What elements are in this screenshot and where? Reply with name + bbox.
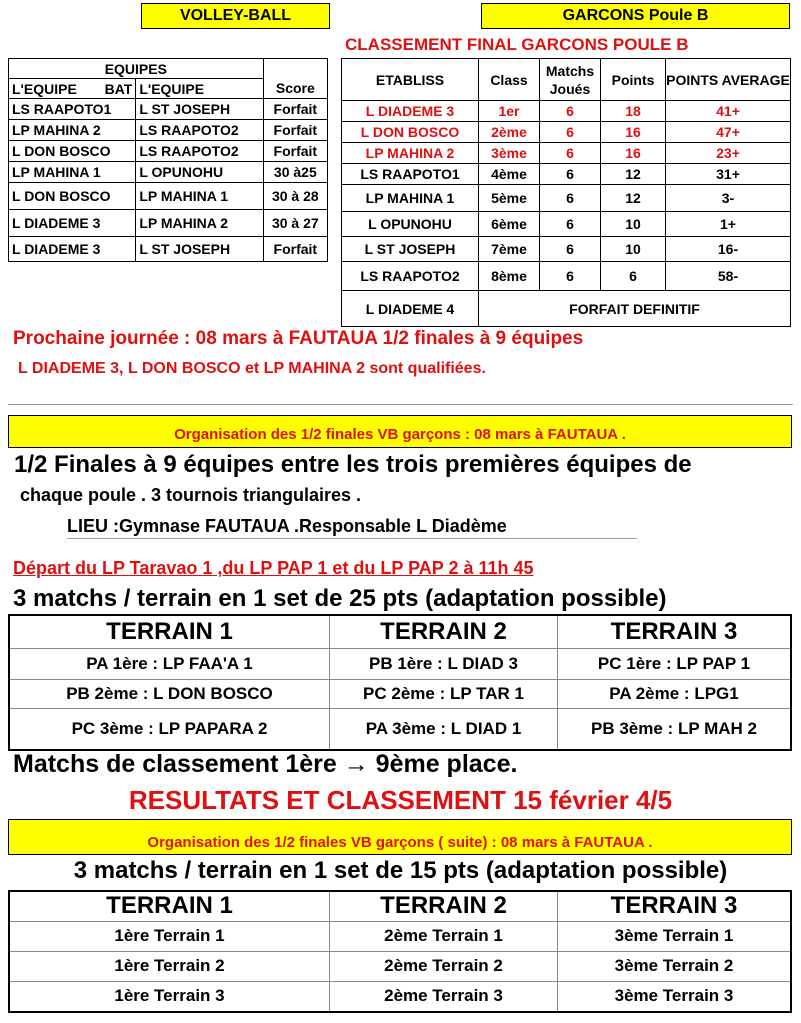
ranking-cell-class: 7ème xyxy=(479,237,540,262)
ranking-cell-avg: 1+ xyxy=(666,212,791,237)
terrain-1-header: TERRAIN 1 xyxy=(9,615,330,648)
matchs-line-2: 3 matchs / terrain en 1 set de 15 pts (adaptation possible) xyxy=(73,857,728,884)
ranking-cell-team: LS RAAPOTO2 xyxy=(342,262,479,291)
ranking-cell-points: 16 xyxy=(601,122,666,143)
ranking-cell-points: 6 xyxy=(601,262,666,291)
ranking-cell-avg: 47+ xyxy=(666,122,791,143)
ranking-cell-class: 2ème xyxy=(479,122,540,143)
ranking-cell-matchs: 6 xyxy=(540,143,601,164)
results-table xyxy=(8,58,328,262)
matchs-line-1: 3 matchs / terrain en 1 set de 25 pts (adaptation possible) xyxy=(13,585,667,612)
header-average: POINTS AVERAGE xyxy=(666,59,791,101)
table-row: LP MAHINA 1 L OPUNOHU 30 à25 xyxy=(9,162,328,183)
ranking-cell-avg: 31+ xyxy=(666,164,791,185)
ranking-cell-team: L DIADEME 3 xyxy=(342,101,479,122)
header-points: Points xyxy=(601,59,666,101)
equipes-header: EQUIPES xyxy=(9,59,264,79)
ranking-row xyxy=(342,212,791,237)
separator xyxy=(8,404,793,405)
terrain-1-header: TERRAIN 1 xyxy=(9,891,330,921)
table-row: 1ère Terrain 1 2ème Terrain 1 3ème Terrain 1 xyxy=(9,921,791,951)
resultats-title: RESULTATS ET CLASSEMENT 15 février 4/5 xyxy=(128,785,673,815)
table-row: LP MAHINA 2 LS RAAPOTO2 Forfait xyxy=(9,120,328,141)
ranking-cell-matchs: 6 xyxy=(540,237,601,262)
ranking-cell-points: 10 xyxy=(601,237,666,262)
ranking-cell-matchs: 6 xyxy=(540,185,601,212)
ranking-cell-matchs: 6 xyxy=(540,262,601,291)
org-banner-1: Organisation des 1/2 finales VB garçons : 08 mars à FAUTAUA . xyxy=(8,415,792,448)
table-row: LS RAAPOTO1 L ST JOSEPH Forfait xyxy=(9,99,328,120)
col-equipe-b: L'EQUIPE xyxy=(136,79,263,99)
ranking-cell-points: 10 xyxy=(601,212,666,237)
table-row: L DIADEME 3 LP MAHINA 2 30 à 27 xyxy=(9,210,328,237)
ranking-cell-avg: 3- xyxy=(666,185,791,212)
table-row: L DIADEME 3 L ST JOSEPH Forfait xyxy=(9,237,328,262)
ranking-cell-class: 8ème xyxy=(479,262,540,291)
ranking-cell-points: 12 xyxy=(601,164,666,185)
ranking-cell-team: L OPUNOHU xyxy=(342,212,479,237)
semifinal-line-1: 1/2 Finales à 9 équipes entre les trois premières équipes de xyxy=(14,451,692,478)
ranking-row xyxy=(342,237,791,262)
ranking-cell-avg: 41+ xyxy=(666,101,791,122)
ranking-cell-matchs: 6 xyxy=(540,212,601,237)
ranking-row xyxy=(342,143,791,164)
table-row: 1ère Terrain 3 2ème Terrain 3 3ème Terrain 3 xyxy=(9,981,791,1012)
header-etabliss: ETABLISS xyxy=(342,59,479,101)
ranking-row xyxy=(342,185,791,212)
ranking-cell-avg: 58- xyxy=(666,262,791,291)
ranking-cell-matchs: 6 xyxy=(540,101,601,122)
location-underline xyxy=(67,538,637,539)
ranking-cell-class: 3ème xyxy=(479,143,540,164)
col-score: Score xyxy=(263,79,327,99)
ranking-cell-team: L DON BOSCO xyxy=(342,122,479,143)
classement-line: Matchs de classement 1ère → 9ème place. xyxy=(13,750,518,778)
forfait-team: L DIADEME 4 xyxy=(342,291,479,327)
ranking-cell-team: LS RAAPOTO1 xyxy=(342,164,479,185)
ranking-cell-class: 4ème xyxy=(479,164,540,185)
terrain-2-header: TERRAIN 2 xyxy=(330,891,558,921)
ranking-cell-matchs: 6 xyxy=(540,164,601,185)
forfait-text: FORFAIT DEFINITIF xyxy=(479,291,791,327)
header-class: Class xyxy=(479,59,540,101)
ranking-cell-class: 5ème xyxy=(479,185,540,212)
ranking-cell-points: 12 xyxy=(601,185,666,212)
ranking-cell-points: 16 xyxy=(601,143,666,164)
terrain-3-header: TERRAIN 3 xyxy=(558,615,792,648)
ranking-cell-avg: 16- xyxy=(666,237,791,262)
ranking-cell-team: LP MAHINA 2 xyxy=(342,143,479,164)
ranking-table xyxy=(341,58,791,327)
terrain-table-1 xyxy=(8,614,792,751)
header-matchs: Matchs Joués xyxy=(540,59,601,101)
ranking-row xyxy=(342,101,791,122)
table-row: L DON BOSCO LS RAAPOTO2 Forfait xyxy=(9,141,328,162)
terrain-table-2 xyxy=(8,890,792,1013)
ranking-cell-team: LP MAHINA 1 xyxy=(342,185,479,212)
semifinal-line-2: chaque poule . 3 tournois triangulaires . xyxy=(20,485,362,505)
next-day-line: Prochaine journée : 08 mars à FAUTAUA 1/2 finales à 9 équipes xyxy=(13,328,584,349)
ranking-row xyxy=(342,122,791,143)
table-row: PB 2ème : L DON BOSCO PC 2ème : LP TAR 1 PA 2ème : LPG1 xyxy=(9,679,791,708)
volleyball-title: VOLLEY-BALL xyxy=(141,3,330,29)
table-row: PC 3ème : LP PAPARA 2 PA 3ème : L DIAD 1 PB 3ème : LP MAH 2 xyxy=(9,708,791,750)
ranking-cell-class: 6ème xyxy=(479,212,540,237)
ranking-cell-matchs: 6 xyxy=(540,122,601,143)
departure-line: Départ du LP Taravao 1 ,du LP PAP 1 et du LP PAP 2 à 11h 45 xyxy=(13,558,534,578)
location-line: LIEU :Gymnase FAUTAUA .Responsable L Diadème xyxy=(67,516,507,536)
org-banner-2: Organisation des 1/2 finales VB garçons ( suite) : 08 mars à FAUTAUA . xyxy=(8,819,792,855)
ranking-row xyxy=(342,262,791,291)
ranking-cell-points: 18 xyxy=(601,101,666,122)
ranking-title: CLASSEMENT FINAL GARCONS POULE B xyxy=(345,35,689,54)
poule-title: GARCONS Poule B xyxy=(481,3,790,29)
ranking-cell-team: L ST JOSEPH xyxy=(342,237,479,262)
table-row: L DON BOSCO LP MAHINA 1 30 à 28 xyxy=(9,183,328,210)
terrain-3-header: TERRAIN 3 xyxy=(558,891,792,921)
col-equipe-a: L'EQUIPE BAT xyxy=(9,79,136,99)
ranking-cell-avg: 23+ xyxy=(666,143,791,164)
qualified-line: L DIADEME 3, L DON BOSCO et LP MAHINA 2 sont qualifiées. xyxy=(18,360,486,377)
table-row: PA 1ère : LP FAA'A 1 PB 1ère : L DIAD 3 PC 1ère : LP PAP 1 xyxy=(9,648,791,679)
ranking-cell-class: 1er xyxy=(479,101,540,122)
ranking-row xyxy=(342,164,791,185)
table-row: 1ère Terrain 2 2ème Terrain 2 3ème Terrain 2 xyxy=(9,951,791,981)
terrain-2-header: TERRAIN 2 xyxy=(330,615,558,648)
